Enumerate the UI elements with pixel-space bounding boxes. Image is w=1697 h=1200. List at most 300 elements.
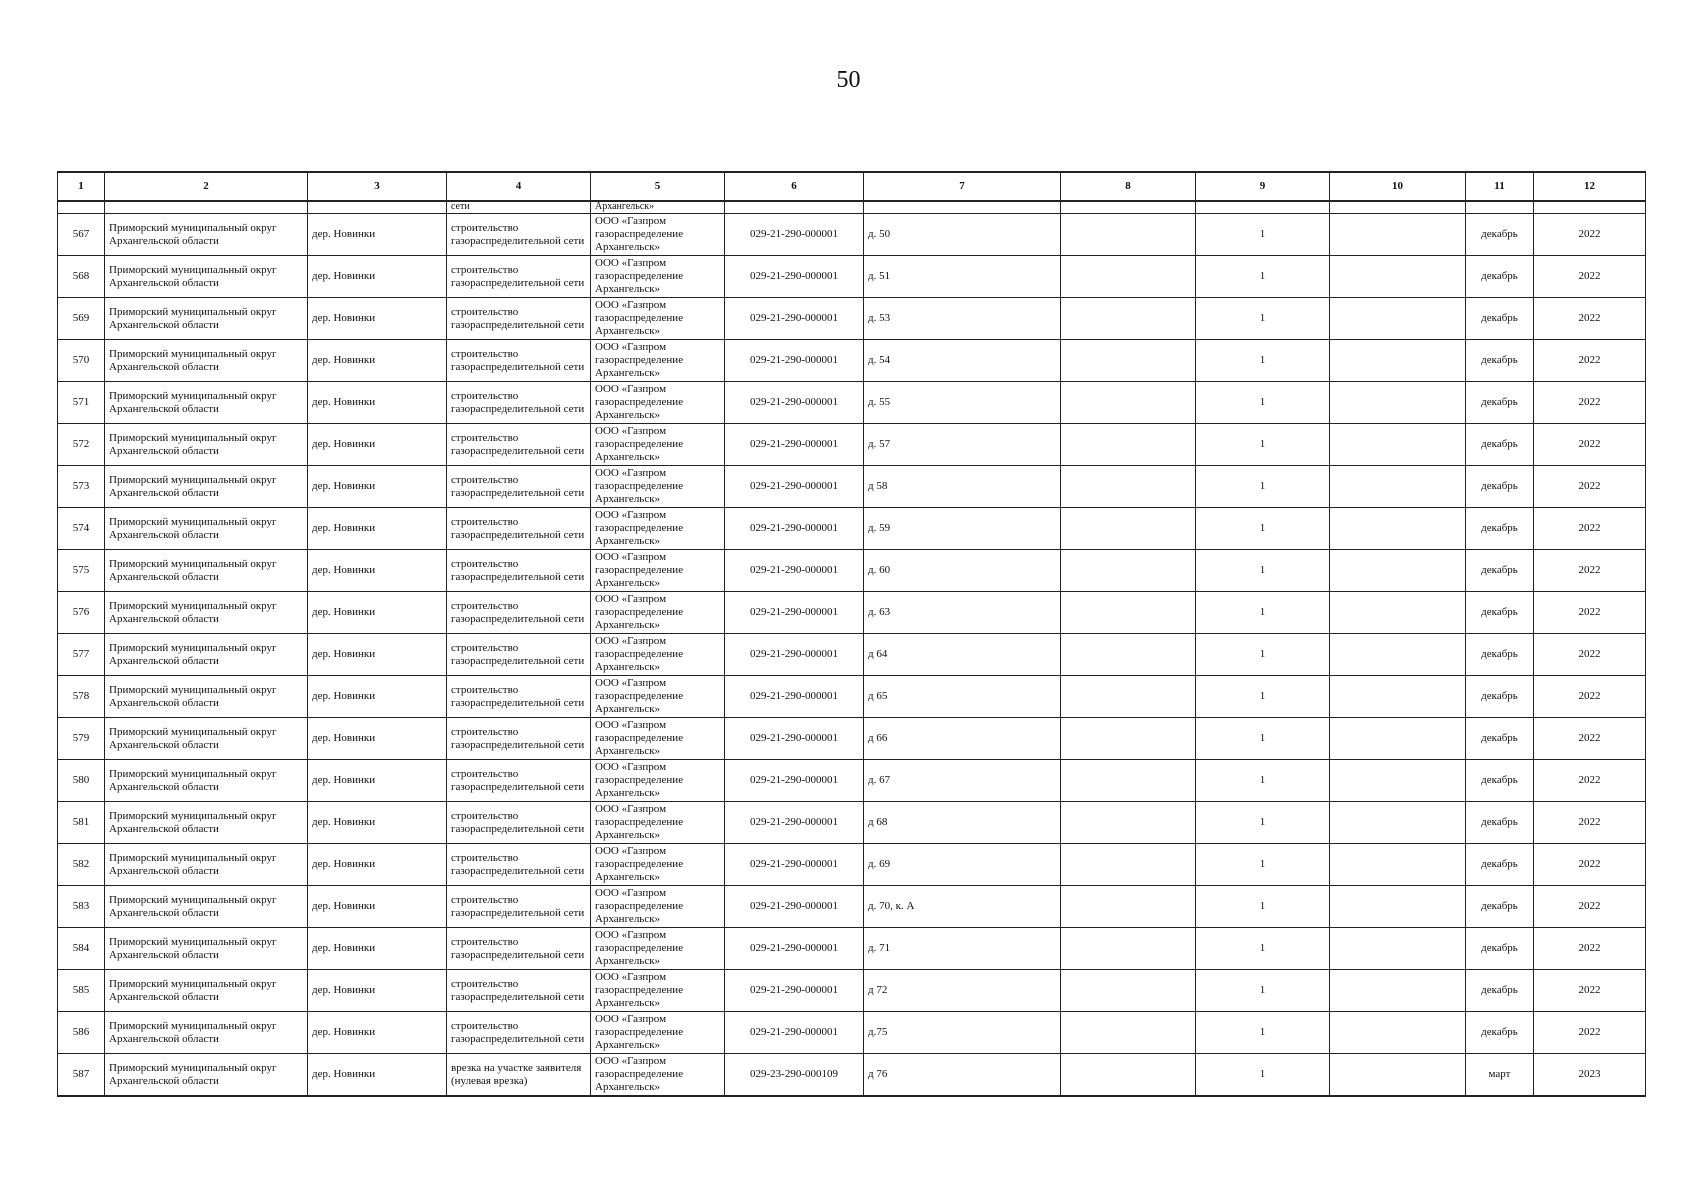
empty-cell [1061, 928, 1196, 970]
organization-cell: ООО «Газпром газораспределение Архангельск» [591, 214, 725, 256]
empty-cell [1061, 718, 1196, 760]
code-cell: 029-21-290-000001 [725, 844, 864, 886]
work-type-cell: строительство газораспределительной сети [447, 592, 591, 634]
empty-cell [1061, 382, 1196, 424]
count-cell: 1 [1196, 382, 1330, 424]
row-number-cell: 570 [58, 340, 105, 382]
settlement-cell: дер. Новинки [308, 550, 447, 592]
month-cell: декабрь [1466, 424, 1534, 466]
empty-cell [1330, 1054, 1466, 1097]
code-cell: 029-21-290-000001 [725, 256, 864, 298]
address-cell: д. 54 [864, 340, 1061, 382]
empty-cell [1061, 844, 1196, 886]
code-cell: 029-21-290-000001 [725, 718, 864, 760]
month-cell: декабрь [1466, 592, 1534, 634]
table-cell [1466, 201, 1534, 214]
code-cell: 029-21-290-000001 [725, 886, 864, 928]
organization-cell: ООО «Газпром газораспределение Архангельск» [591, 1012, 725, 1054]
code-cell: 029-21-290-000001 [725, 340, 864, 382]
month-cell: декабрь [1466, 844, 1534, 886]
table-row [58, 1012, 1646, 1054]
table-row [58, 1054, 1646, 1097]
month-cell: декабрь [1466, 676, 1534, 718]
table-row [58, 802, 1646, 844]
column-header: 4 [447, 172, 591, 201]
table-row [58, 718, 1646, 760]
month-cell: декабрь [1466, 970, 1534, 1012]
month-cell: декабрь [1466, 298, 1534, 340]
column-header: 7 [864, 172, 1061, 201]
empty-cell [1061, 214, 1196, 256]
code-cell: 029-21-290-000001 [725, 928, 864, 970]
address-cell: д. 63 [864, 592, 1061, 634]
work-type-cell: строительство газораспределительной сети [447, 424, 591, 466]
municipality-cell: Приморский муниципальный округ Архангельской области [105, 340, 308, 382]
settlement-cell: дер. Новинки [308, 1054, 447, 1097]
address-cell: д 58 [864, 466, 1061, 508]
year-cell: 2022 [1534, 256, 1646, 298]
empty-cell [1061, 634, 1196, 676]
empty-cell [1061, 508, 1196, 550]
empty-cell [1330, 508, 1466, 550]
organization-cell: ООО «Газпром газораспределение Архангельск» [591, 970, 725, 1012]
empty-cell [1330, 550, 1466, 592]
settlement-cell: дер. Новинки [308, 214, 447, 256]
row-number-cell: 575 [58, 550, 105, 592]
empty-cell [1061, 256, 1196, 298]
settlement-cell: дер. Новинки [308, 382, 447, 424]
address-cell: д 68 [864, 802, 1061, 844]
row-number-cell: 583 [58, 886, 105, 928]
empty-cell [1061, 760, 1196, 802]
table-cell [1061, 201, 1196, 214]
code-cell: 029-21-290-000001 [725, 550, 864, 592]
address-cell: д. 51 [864, 256, 1061, 298]
year-cell: 2023 [1534, 1054, 1646, 1097]
code-cell: 029-21-290-000001 [725, 634, 864, 676]
address-cell: д. 60 [864, 550, 1061, 592]
empty-cell [1330, 382, 1466, 424]
organization-cell: ООО «Газпром газораспределение Архангельск» [591, 802, 725, 844]
count-cell: 1 [1196, 886, 1330, 928]
year-cell: 2022 [1534, 886, 1646, 928]
municipality-cell: Приморский муниципальный округ Архангельской области [105, 760, 308, 802]
table-cell [725, 201, 864, 214]
year-cell: 2022 [1534, 508, 1646, 550]
address-cell: д. 71 [864, 928, 1061, 970]
settlement-cell: дер. Новинки [308, 676, 447, 718]
column-header: 12 [1534, 172, 1646, 201]
empty-cell [1330, 298, 1466, 340]
settlement-cell: дер. Новинки [308, 718, 447, 760]
code-cell: 029-21-290-000001 [725, 760, 864, 802]
row-number-cell: 580 [58, 760, 105, 802]
empty-cell [1330, 802, 1466, 844]
count-cell: 1 [1196, 508, 1330, 550]
table-body [58, 201, 1646, 1096]
settlement-cell: дер. Новинки [308, 802, 447, 844]
column-header: 10 [1330, 172, 1466, 201]
table-row [58, 928, 1646, 970]
table-cell [1330, 201, 1466, 214]
table-row [58, 256, 1646, 298]
organization-cell: ООО «Газпром газораспределение Архангельск» [591, 256, 725, 298]
count-cell: 1 [1196, 1054, 1330, 1097]
address-cell: д 72 [864, 970, 1061, 1012]
count-cell: 1 [1196, 970, 1330, 1012]
row-number-cell: 567 [58, 214, 105, 256]
empty-cell [1061, 466, 1196, 508]
settlement-cell: дер. Новинки [308, 760, 447, 802]
work-type-cell: строительство газораспределительной сети [447, 676, 591, 718]
count-cell: 1 [1196, 802, 1330, 844]
work-type-cell: строительство газораспределительной сети [447, 1012, 591, 1054]
settlement-cell: дер. Новинки [308, 298, 447, 340]
work-type-cell: строительство газораспределительной сети [447, 550, 591, 592]
settlement-cell: дер. Новинки [308, 340, 447, 382]
empty-cell [1330, 718, 1466, 760]
municipality-cell: Приморский муниципальный округ Архангельской области [105, 886, 308, 928]
address-cell: д. 67 [864, 760, 1061, 802]
row-number-cell: 569 [58, 298, 105, 340]
settlement-cell: дер. Новинки [308, 256, 447, 298]
code-cell: 029-21-290-000001 [725, 298, 864, 340]
empty-cell [1330, 424, 1466, 466]
code-cell: 029-21-290-000001 [725, 382, 864, 424]
month-cell: декабрь [1466, 928, 1534, 970]
continuation-row [58, 201, 1646, 214]
municipality-cell: Приморский муниципальный округ Архангельской области [105, 970, 308, 1012]
organization-cell: ООО «Газпром газораспределение Архангельск» [591, 340, 725, 382]
work-type-cell: строительство газораспределительной сети [447, 844, 591, 886]
year-cell: 2022 [1534, 928, 1646, 970]
empty-cell [1061, 970, 1196, 1012]
municipality-cell: Приморский муниципальный округ Архангельской области [105, 466, 308, 508]
year-cell: 2022 [1534, 340, 1646, 382]
count-cell: 1 [1196, 550, 1330, 592]
municipality-cell: Приморский муниципальный округ Архангельской области [105, 802, 308, 844]
table-cell [105, 201, 308, 214]
address-cell: д 65 [864, 676, 1061, 718]
organization-cell: ООО «Газпром газораспределение Архангельск» [591, 928, 725, 970]
organization-cell: ООО «Газпром газораспределение Архангельск» [591, 550, 725, 592]
empty-cell [1330, 760, 1466, 802]
work-type-cell: строительство газораспределительной сети [447, 508, 591, 550]
row-number-cell: 568 [58, 256, 105, 298]
column-header: 3 [308, 172, 447, 201]
count-cell: 1 [1196, 214, 1330, 256]
work-type-cell: строительство газораспределительной сети [447, 760, 591, 802]
table-cell [864, 201, 1061, 214]
code-cell: 029-21-290-000001 [725, 508, 864, 550]
work-type-cell: строительство газораспределительной сети [447, 634, 591, 676]
municipality-cell: Приморский муниципальный округ Архангельской области [105, 718, 308, 760]
settlement-cell: дер. Новинки [308, 970, 447, 1012]
empty-cell [1061, 886, 1196, 928]
work-type-cell: строительство газораспределительной сети [447, 298, 591, 340]
year-cell: 2022 [1534, 550, 1646, 592]
table-row [58, 466, 1646, 508]
registry-table [57, 171, 1646, 1097]
empty-cell [1061, 550, 1196, 592]
count-cell: 1 [1196, 592, 1330, 634]
row-number-cell: 582 [58, 844, 105, 886]
work-type-cell: строительство газораспределительной сети [447, 382, 591, 424]
month-cell: декабрь [1466, 760, 1534, 802]
empty-cell [1330, 634, 1466, 676]
month-cell: декабрь [1466, 718, 1534, 760]
count-cell: 1 [1196, 844, 1330, 886]
table-cell [308, 201, 447, 214]
empty-cell [1061, 592, 1196, 634]
column-header: 9 [1196, 172, 1330, 201]
count-cell: 1 [1196, 634, 1330, 676]
code-cell: 029-21-290-000001 [725, 592, 864, 634]
row-number-cell: 579 [58, 718, 105, 760]
table-row [58, 508, 1646, 550]
month-cell: март [1466, 1054, 1534, 1097]
organization-cell: ООО «Газпром газораспределение Архангельск» [591, 760, 725, 802]
row-number-cell: 587 [58, 1054, 105, 1097]
empty-cell [1061, 340, 1196, 382]
row-number-cell: 574 [58, 508, 105, 550]
year-cell: 2022 [1534, 718, 1646, 760]
municipality-cell: Приморский муниципальный округ Архангельской области [105, 928, 308, 970]
year-cell: 2022 [1534, 1012, 1646, 1054]
address-cell: д.75 [864, 1012, 1061, 1054]
count-cell: 1 [1196, 928, 1330, 970]
code-cell: 029-21-290-000001 [725, 970, 864, 1012]
organization-cell: ООО «Газпром газораспределение Архангельск» [591, 1054, 725, 1097]
empty-cell [1061, 298, 1196, 340]
row-number-cell: 571 [58, 382, 105, 424]
settlement-cell: дер. Новинки [308, 508, 447, 550]
year-cell: 2022 [1534, 214, 1646, 256]
organization-cell: ООО «Газпром газораспределение Архангельск» [591, 592, 725, 634]
work-type-cell: строительство газораспределительной сети [447, 970, 591, 1012]
table-row [58, 550, 1646, 592]
table-row [58, 970, 1646, 1012]
municipality-cell: Приморский муниципальный округ Архангельской области [105, 634, 308, 676]
code-cell: 029-23-290-000109 [725, 1054, 864, 1097]
empty-cell [1061, 676, 1196, 718]
organization-cell: ООО «Газпром газораспределение Архангельск» [591, 676, 725, 718]
year-cell: 2022 [1534, 760, 1646, 802]
year-cell: 2022 [1534, 466, 1646, 508]
organization-cell: ООО «Газпром газораспределение Архангельск» [591, 718, 725, 760]
municipality-cell: Приморский муниципальный округ Архангельской области [105, 256, 308, 298]
month-cell: декабрь [1466, 634, 1534, 676]
count-cell: 1 [1196, 466, 1330, 508]
organization-cell: ООО «Газпром газораспределение Архангельск» [591, 424, 725, 466]
address-cell: д. 53 [864, 298, 1061, 340]
work-type-cell: врезка на участке заявителя (нулевая врезка) [447, 1054, 591, 1097]
column-header: 1 [58, 172, 105, 201]
year-cell: 2022 [1534, 424, 1646, 466]
settlement-cell: дер. Новинки [308, 844, 447, 886]
empty-cell [1330, 592, 1466, 634]
year-cell: 2022 [1534, 676, 1646, 718]
table-cell: Архангельск» [591, 201, 725, 214]
address-cell: д 64 [864, 634, 1061, 676]
municipality-cell: Приморский муниципальный округ Архангельской области [105, 676, 308, 718]
organization-cell: ООО «Газпром газораспределение Архангельск» [591, 634, 725, 676]
empty-cell [1061, 1054, 1196, 1097]
count-cell: 1 [1196, 760, 1330, 802]
row-number-cell: 578 [58, 676, 105, 718]
row-number-cell: 586 [58, 1012, 105, 1054]
organization-cell: ООО «Газпром газораспределение Архангельск» [591, 844, 725, 886]
organization-cell: ООО «Газпром газораспределение Архангельск» [591, 508, 725, 550]
table-row [58, 886, 1646, 928]
column-header: 2 [105, 172, 308, 201]
row-number-cell: 584 [58, 928, 105, 970]
count-cell: 1 [1196, 424, 1330, 466]
address-cell: д. 57 [864, 424, 1061, 466]
year-cell: 2022 [1534, 382, 1646, 424]
month-cell: декабрь [1466, 1012, 1534, 1054]
settlement-cell: дер. Новинки [308, 424, 447, 466]
municipality-cell: Приморский муниципальный округ Архангельской области [105, 1054, 308, 1097]
table-row [58, 214, 1646, 256]
row-number-cell: 585 [58, 970, 105, 1012]
empty-cell [1330, 256, 1466, 298]
table-row [58, 760, 1646, 802]
table-row [58, 844, 1646, 886]
empty-cell [1061, 424, 1196, 466]
row-number-cell: 581 [58, 802, 105, 844]
settlement-cell: дер. Новинки [308, 634, 447, 676]
municipality-cell: Приморский муниципальный округ Архангельской области [105, 214, 308, 256]
work-type-cell: строительство газораспределительной сети [447, 802, 591, 844]
page-number: 50 [836, 67, 861, 93]
year-cell: 2022 [1534, 634, 1646, 676]
municipality-cell: Приморский муниципальный округ Архангельской области [105, 1012, 308, 1054]
month-cell: декабрь [1466, 256, 1534, 298]
address-cell: д 76 [864, 1054, 1061, 1097]
column-header: 6 [725, 172, 864, 201]
header-row [58, 172, 1646, 201]
year-cell: 2022 [1534, 298, 1646, 340]
table-row [58, 676, 1646, 718]
table-row [58, 592, 1646, 634]
work-type-cell: строительство газораспределительной сети [447, 256, 591, 298]
empty-cell [1330, 340, 1466, 382]
table-row [58, 382, 1646, 424]
empty-cell [1330, 466, 1466, 508]
code-cell: 029-21-290-000001 [725, 802, 864, 844]
address-cell: д. 55 [864, 382, 1061, 424]
count-cell: 1 [1196, 1012, 1330, 1054]
table-cell [1196, 201, 1330, 214]
work-type-cell: строительство газораспределительной сети [447, 718, 591, 760]
empty-cell [1330, 676, 1466, 718]
organization-cell: ООО «Газпром газораспределение Архангельск» [591, 886, 725, 928]
year-cell: 2022 [1534, 844, 1646, 886]
municipality-cell: Приморский муниципальный округ Архангельской области [105, 382, 308, 424]
municipality-cell: Приморский муниципальный округ Архангельской области [105, 424, 308, 466]
settlement-cell: дер. Новинки [308, 1012, 447, 1054]
column-header: 5 [591, 172, 725, 201]
work-type-cell: строительство газораспределительной сети [447, 466, 591, 508]
empty-cell [1330, 844, 1466, 886]
table-header [58, 172, 1646, 201]
address-cell: д 66 [864, 718, 1061, 760]
settlement-cell: дер. Новинки [308, 592, 447, 634]
work-type-cell: строительство газораспределительной сети [447, 214, 591, 256]
address-cell: д. 70, к. А [864, 886, 1061, 928]
empty-cell [1330, 214, 1466, 256]
organization-cell: ООО «Газпром газораспределение Архангельск» [591, 466, 725, 508]
code-cell: 029-21-290-000001 [725, 466, 864, 508]
row-number-cell: 577 [58, 634, 105, 676]
settlement-cell: дер. Новинки [308, 466, 447, 508]
month-cell: декабрь [1466, 466, 1534, 508]
year-cell: 2022 [1534, 592, 1646, 634]
code-cell: 029-21-290-000001 [725, 214, 864, 256]
code-cell: 029-21-290-000001 [725, 676, 864, 718]
empty-cell [1330, 886, 1466, 928]
municipality-cell: Приморский муниципальный округ Архангельской области [105, 844, 308, 886]
month-cell: декабрь [1466, 340, 1534, 382]
month-cell: декабрь [1466, 550, 1534, 592]
municipality-cell: Приморский муниципальный округ Архангельской области [105, 508, 308, 550]
address-cell: д. 69 [864, 844, 1061, 886]
organization-cell: ООО «Газпром газораспределение Архангельск» [591, 382, 725, 424]
month-cell: декабрь [1466, 214, 1534, 256]
empty-cell [1330, 1012, 1466, 1054]
row-number-cell: 573 [58, 466, 105, 508]
table-row [58, 340, 1646, 382]
work-type-cell: строительство газораспределительной сети [447, 340, 591, 382]
work-type-cell: строительство газораспределительной сети [447, 886, 591, 928]
table-cell [58, 201, 105, 214]
month-cell: декабрь [1466, 382, 1534, 424]
count-cell: 1 [1196, 298, 1330, 340]
table-cell [1534, 201, 1646, 214]
code-cell: 029-21-290-000001 [725, 1012, 864, 1054]
table-row [58, 424, 1646, 466]
address-cell: д. 50 [864, 214, 1061, 256]
column-header: 8 [1061, 172, 1196, 201]
table-row [58, 634, 1646, 676]
settlement-cell: дер. Новинки [308, 928, 447, 970]
row-number-cell: 572 [58, 424, 105, 466]
count-cell: 1 [1196, 256, 1330, 298]
settlement-cell: дер. Новинки [308, 886, 447, 928]
year-cell: 2022 [1534, 802, 1646, 844]
count-cell: 1 [1196, 718, 1330, 760]
table-cell: сети [447, 201, 591, 214]
table-row [58, 298, 1646, 340]
organization-cell: ООО «Газпром газораспределение Архангельск» [591, 298, 725, 340]
month-cell: декабрь [1466, 802, 1534, 844]
address-cell: д. 59 [864, 508, 1061, 550]
empty-cell [1330, 970, 1466, 1012]
work-type-cell: строительство газораспределительной сети [447, 928, 591, 970]
empty-cell [1330, 928, 1466, 970]
municipality-cell: Приморский муниципальный округ Архангельской области [105, 298, 308, 340]
month-cell: декабрь [1466, 886, 1534, 928]
code-cell: 029-21-290-000001 [725, 424, 864, 466]
count-cell: 1 [1196, 676, 1330, 718]
municipality-cell: Приморский муниципальный округ Архангельской области [105, 550, 308, 592]
empty-cell [1061, 1012, 1196, 1054]
empty-cell [1061, 802, 1196, 844]
month-cell: декабрь [1466, 508, 1534, 550]
municipality-cell: Приморский муниципальный округ Архангельской области [105, 592, 308, 634]
row-number-cell: 576 [58, 592, 105, 634]
